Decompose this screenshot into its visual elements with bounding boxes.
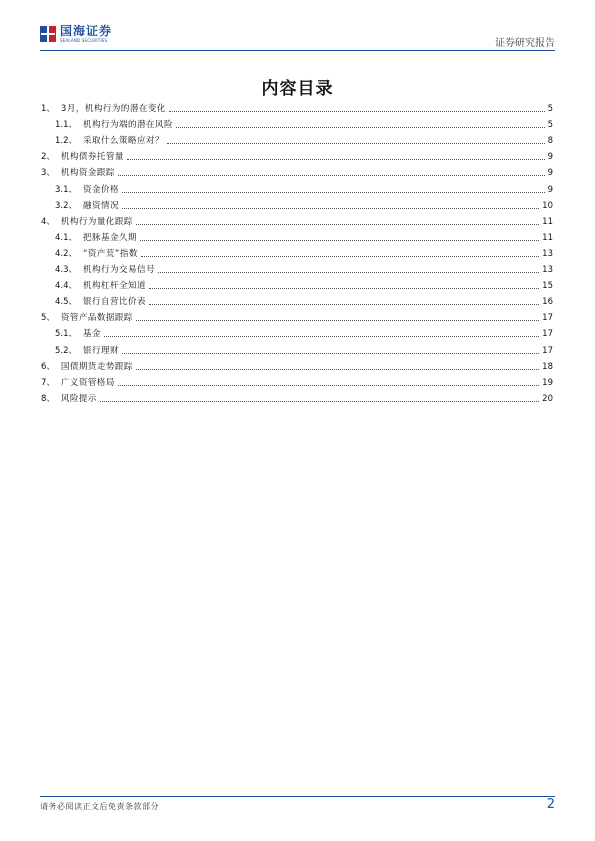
toc-entry[interactable] [41, 196, 553, 212]
company-logo [40, 22, 112, 46]
table-of-contents [41, 99, 553, 405]
toc-leader-dots [118, 175, 545, 176]
toc-leader-dots [176, 127, 545, 128]
toc-entry-title: 广义资管格局 [60, 377, 115, 388]
toc-entry-number: 7、 [41, 377, 55, 388]
toc-entry-page: 19 [542, 377, 553, 388]
toc-entry-title: 资金价格 [83, 184, 120, 195]
toc-leader-dots [149, 304, 539, 305]
toc-entry-title: 融资情况 [83, 200, 120, 211]
toc-leader-dots [167, 143, 545, 144]
toc-entry-number: 5.2、 [55, 345, 78, 356]
toc-entry-page: 17 [542, 313, 553, 324]
toc-entry-page: 5 [547, 120, 553, 131]
page-header [40, 22, 555, 48]
toc-entry-page: 16 [542, 297, 553, 308]
toc-entry-title: 机构行为量化跟踪 [60, 216, 133, 227]
toc-entry-number: 4.5、 [55, 297, 78, 308]
page-number: 2 [546, 797, 555, 812]
toc-entry-title: “资产荒”指数 [83, 248, 138, 259]
logo-mark-icon [40, 24, 56, 44]
toc-entry-title: 资管产品数据跟踪 [60, 313, 133, 324]
toc-entry[interactable] [41, 276, 553, 292]
toc-entry-title: 银行理财 [83, 345, 120, 356]
toc-entry-title: 机构行为端的潜在风险 [83, 120, 174, 131]
toc-leader-dots [136, 369, 539, 370]
toc-entry-page: 17 [542, 345, 553, 356]
toc-entry-page: 17 [542, 329, 553, 340]
toc-entry[interactable] [41, 228, 553, 244]
toc-entry-page: 18 [542, 361, 553, 372]
footer-divider [40, 796, 555, 797]
toc-entry[interactable] [41, 260, 553, 276]
toc-entry[interactable] [41, 340, 553, 356]
report-type-label: 证券研究报告 [495, 38, 555, 49]
toc-entry-title: 风险提示 [60, 393, 97, 404]
logo-name-cn: 国海证券 [60, 24, 113, 38]
toc-entry-number: 2、 [41, 152, 55, 163]
toc-entry[interactable] [41, 163, 553, 179]
toc-entry-page: 5 [547, 104, 553, 115]
toc-entry-number: 1.2、 [55, 136, 78, 147]
logo-name-en: SEALAND SECURITIES [60, 38, 108, 43]
toc-entry-number: 4.2、 [55, 248, 78, 259]
toc-entry-page: 9 [547, 152, 553, 163]
toc-entry[interactable] [41, 373, 553, 389]
toc-leader-dots [122, 353, 539, 354]
toc-entry[interactable] [41, 131, 553, 147]
toc-entry-page: 13 [542, 248, 553, 259]
toc-entry[interactable] [41, 389, 553, 405]
toc-entry[interactable] [41, 357, 553, 373]
toc-leader-dots [104, 336, 539, 337]
toc-entry[interactable] [41, 292, 553, 308]
toc-entry-number: 4、 [41, 216, 55, 227]
toc-entry[interactable] [41, 308, 553, 324]
toc-entry-number: 4.4、 [55, 281, 78, 292]
toc-entry-title: 采取什么策略应对？ [83, 136, 165, 147]
toc-entry-number: 1、 [41, 104, 55, 115]
toc-entry[interactable] [41, 179, 553, 195]
toc-entry-page: 11 [542, 216, 553, 227]
toc-entry[interactable] [41, 115, 553, 131]
toc-entry-number: 6、 [41, 361, 55, 372]
toc-entry-page: 9 [547, 184, 553, 195]
toc-leader-dots [100, 401, 539, 402]
toc-entry-title: 机构资金跟踪 [60, 168, 115, 179]
toc-entry-number: 3.2、 [55, 200, 78, 211]
toc-entry-page: 13 [542, 265, 553, 276]
toc-entry-number: 4.3、 [55, 265, 78, 276]
toc-entry-page: 10 [542, 200, 553, 211]
toc-leader-dots [118, 385, 539, 386]
toc-leader-dots [169, 111, 545, 112]
toc-entry[interactable] [41, 99, 553, 115]
toc-leader-dots [149, 288, 539, 289]
toc-entry-page: 9 [547, 168, 553, 179]
toc-entry-number: 4.1、 [55, 232, 78, 243]
toc-entry-number: 8、 [41, 393, 55, 404]
toc-leader-dots [127, 159, 545, 160]
toc-entry[interactable] [41, 244, 553, 260]
toc-entry[interactable] [41, 147, 553, 163]
toc-leader-dots [136, 320, 539, 321]
toc-title: 内容目录 [261, 79, 334, 99]
toc-leader-dots [122, 208, 539, 209]
toc-entry-number: 3、 [41, 168, 55, 179]
toc-entry-title: 3月，机构行为的潜在变化 [60, 104, 166, 115]
toc-leader-dots [136, 224, 539, 225]
toc-entry-page: 8 [547, 136, 553, 147]
toc-leader-dots [122, 192, 545, 193]
toc-entry-page: 15 [542, 281, 553, 292]
toc-entry-number: 5.1、 [55, 329, 78, 340]
toc-entry-title: 国债期货走势跟踪 [60, 361, 133, 372]
toc-entry-number: 3.1、 [55, 184, 78, 195]
header-divider [40, 50, 555, 51]
toc-entry-title: 银行自营比价表 [83, 297, 147, 308]
toc-entry-page: 20 [542, 393, 553, 404]
toc-entry-title: 机构杠杆全知道 [83, 281, 147, 292]
footer-disclaimer: 请务必阅读正文后免责条款部分 [40, 802, 159, 811]
toc-entry-title: 机构行为交易信号 [83, 265, 156, 276]
toc-entry[interactable] [41, 324, 553, 340]
toc-entry-title: 基金 [83, 329, 102, 340]
toc-entry-title: 把脉基金久期 [83, 232, 138, 243]
toc-entry-number: 5、 [41, 313, 55, 324]
toc-entry-page: 11 [542, 232, 553, 243]
toc-leader-dots [158, 272, 539, 273]
toc-entry-title: 机构债券托管量 [60, 152, 124, 163]
toc-entry[interactable] [41, 212, 553, 228]
toc-entry-number: 1.1、 [55, 120, 78, 131]
toc-leader-dots [140, 240, 539, 241]
toc-leader-dots [141, 256, 539, 257]
